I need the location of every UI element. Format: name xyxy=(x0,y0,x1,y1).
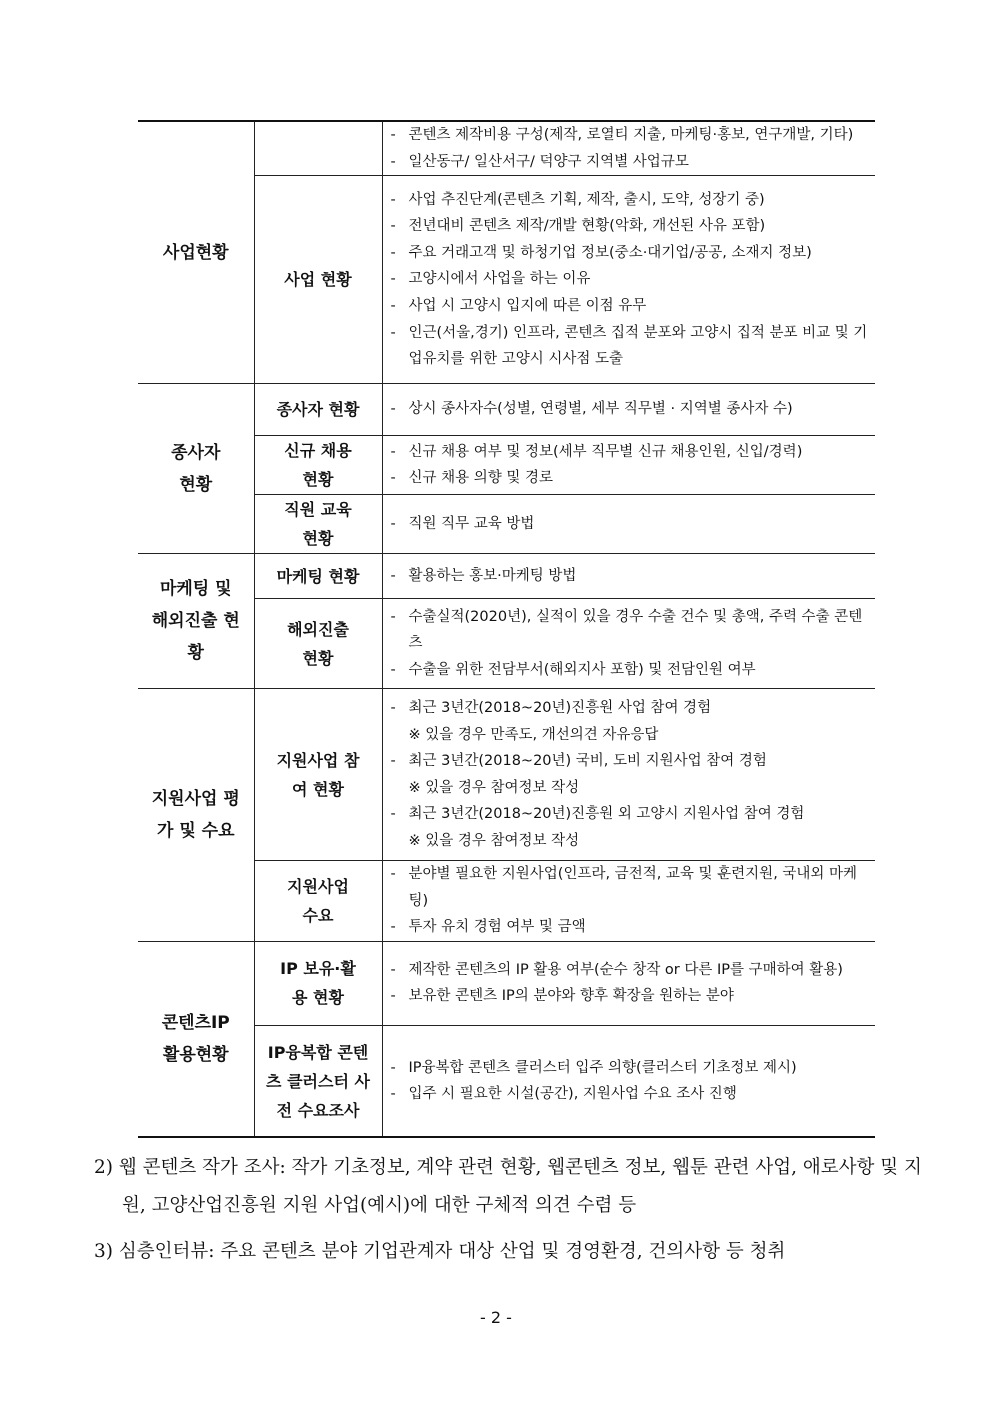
item-cell xyxy=(382,861,875,942)
list-item: - 최근 3년간(2018~20년)진흥원 사업 참여 경험 xyxy=(390,699,712,716)
category-content-ip: 콘텐츠IP 활용현황 xyxy=(138,941,254,1137)
survey-items-table xyxy=(138,120,875,1138)
paragraph-in-depth-interview: 3) 심층인터뷰: 주요 콘텐츠 분야 기업관계자 대상 산업 및 경영환경, 건의사항 등 청취 xyxy=(94,1241,786,1262)
list-item: - 인근(서울,경기) 인프라, 콘텐츠 집적 분포와 고양시 집적 분포 비교 및 기업유치를 위한 고양시 시사점 도출 xyxy=(390,324,868,368)
subcategory-ip-holding: IP 보유·활용 현황 xyxy=(254,941,382,1025)
subcategory-employee-status: 종사자 현황 xyxy=(254,384,382,436)
item-cell xyxy=(382,436,875,495)
item-cell xyxy=(382,495,875,554)
item-cell xyxy=(382,121,875,176)
list-item: - 직원 직무 교육 방법 xyxy=(390,515,535,532)
item-cell xyxy=(382,176,875,384)
list-item: - 사업 시 고양시 입지에 따른 이점 유무 xyxy=(390,297,647,314)
list-item: - 신규 채용 여부 및 정보(세부 직무별 신규 채용인원, 신입/경력) xyxy=(390,443,803,460)
item-cell xyxy=(382,599,875,689)
page-number: - 2 - xyxy=(480,1308,512,1327)
list-item: - 고양시에서 사업을 하는 이유 xyxy=(390,271,591,288)
list-item: - 입주 시 필요한 시설(공간), 지원사업 수요 조사 진행 xyxy=(390,1086,737,1103)
list-item: - 수출실적(2020년), 실적이 있을 경우 수출 건수 및 총액, 주력 수출 콘텐츠 xyxy=(390,608,863,652)
list-item: - 투자 유치 경험 여부 및 금액 xyxy=(390,919,586,936)
category-support-programs: 지원사업 평가 및 수요 xyxy=(138,689,254,942)
item-cell xyxy=(382,554,875,599)
list-item: - 사업 추진단계(콘텐츠 기획, 제작, 출시, 도약, 성장기 중) xyxy=(390,191,765,208)
list-item: - 주요 거래고객 및 하청기업 정보(중소·대기업/공공, 소재지 정보) xyxy=(390,244,812,261)
list-item: - 제작한 콘텐츠의 IP 활용 여부(순수 창작 or 다른 IP를 구매하여 활용) xyxy=(390,961,843,978)
item-cell xyxy=(382,689,875,861)
list-item: - 보유한 콘텐츠 IP의 분야와 향후 확장을 원하는 분야 xyxy=(390,988,734,1005)
list-item-note: ※ 있을 경우 만족도, 개선의견 자유응답 xyxy=(408,726,659,743)
list-item: - IP융복합 콘텐츠 클러스터 입주 의향(클러스터 기초정보 제시) xyxy=(390,1059,797,1076)
category-employees: 종사자 현황 xyxy=(138,384,254,554)
subcategory-support-demand: 지원사업 수요 xyxy=(254,861,382,942)
item-cell xyxy=(382,941,875,1025)
category-marketing: 마케팅 및 해외진출 현황 xyxy=(138,554,254,689)
subcategory-new-hiring: 신규 채용 현황 xyxy=(254,436,382,495)
subcategory-marketing-status: 마케팅 현황 xyxy=(254,554,382,599)
list-item: - 최근 3년간(2018~20년) 국비, 도비 지원사업 참여 경험 xyxy=(390,753,767,770)
item-cell xyxy=(382,384,875,436)
list-item-note: ※ 있을 경우 참여정보 작성 xyxy=(408,779,580,796)
list-item: - 분야별 필요한 지원사업(인프라, 금전적, 교육 및 훈련지원, 국내외 마케팅) xyxy=(390,866,858,909)
subcategory-overseas: 해외진출 현황 xyxy=(254,599,382,689)
category-business: 사업현황 xyxy=(138,121,254,384)
subcategory-staff-training: 직원 교육 현황 xyxy=(254,495,382,554)
subcategory-business-status: 사업 현황 xyxy=(254,176,382,384)
subcategory-support-participation: 지원사업 참여 현황 xyxy=(254,689,382,861)
subcategory-blank xyxy=(254,121,382,176)
list-item: - 전년대비 콘텐츠 제작/개발 현황(악화, 개선된 사유 포함) xyxy=(390,218,766,235)
paragraph-web-content-survey: 2) 웹 콘텐츠 작가 조사: 작가 기초정보, 계약 관련 현황, 웹콘텐츠 정보, 웹툰 관련 사업, 애로사항 및 지원, 고양산업진흥원 지원 사업(예시)에 대한 구체적 의견 수렴 등 xyxy=(94,1157,922,1216)
list-item: - 활용하는 홍보·마케팅 방법 xyxy=(390,567,577,584)
list-item: - 일산동구/ 일산서구/ 덕양구 지역별 사업규모 xyxy=(390,153,689,170)
item-cell xyxy=(382,1025,875,1137)
list-item-note: ※ 있을 경우 참여정보 작성 xyxy=(408,832,580,849)
subcategory-ip-cluster-survey: IP융복합 콘텐츠 클러스터 사전 수요조사 xyxy=(254,1025,382,1137)
list-item: - 수출을 위한 전담부서(해외지사 포함) 및 전담인원 여부 xyxy=(390,661,756,678)
list-item: - 신규 채용 의향 및 경로 xyxy=(390,470,553,487)
list-item: - 최근 3년간(2018~20년)진흥원 외 고양시 지원사업 참여 경험 xyxy=(390,806,805,823)
list-item: - 상시 종사자수(성별, 연령별, 세부 직무별 · 지역별 종사자 수) xyxy=(390,401,793,418)
list-item: - 콘텐츠 제작비용 구성(제작, 로열티 지출, 마케팅·홍보, 연구개발, 기타) xyxy=(390,127,854,143)
